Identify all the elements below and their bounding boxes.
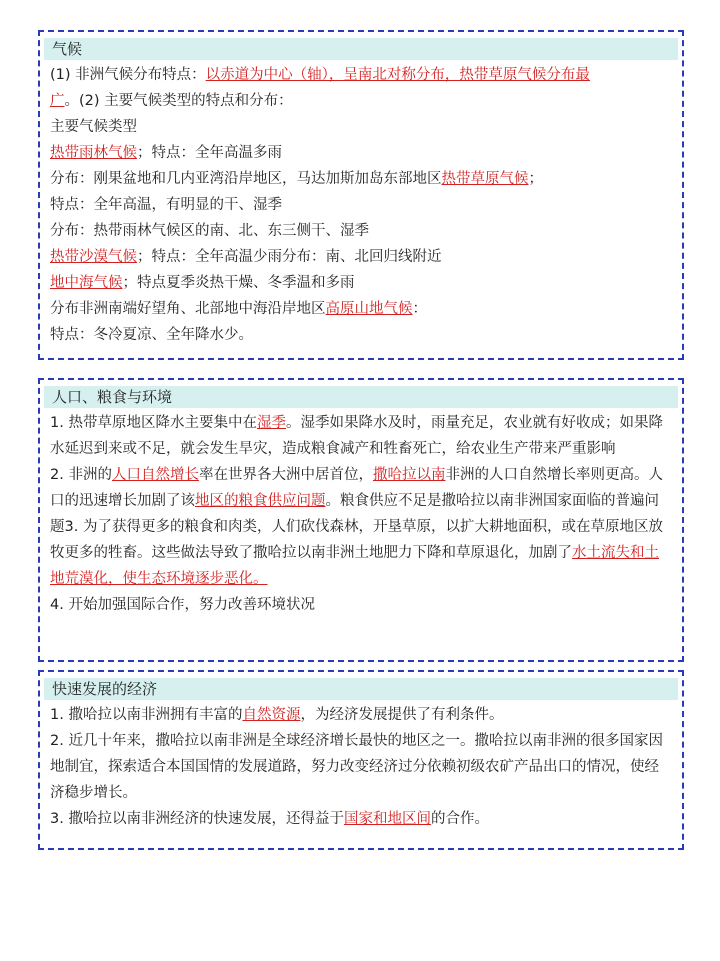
text: (1) 非洲气候分布特点： [50, 67, 206, 83]
text: 。湿季如果降水及时，雨量充足，农业就有好收成；如果降水延迟到来或不足，就会发生旱灾，造成粮食减产和牲畜死亡，给农业生产带来严重影响 [50, 415, 663, 457]
highlight-text: 地中海气候 [50, 275, 123, 291]
climate-section [38, 30, 684, 360]
text: ； [528, 171, 543, 187]
highlight-text: 以赤道为中心（轴），呈南北对称分布，热带草原气候分布最 [205, 67, 590, 83]
economy-paragraph [40, 702, 682, 728]
text: 1. 撒哈拉以南非洲拥有丰富的 [50, 707, 243, 723]
text: ；特点：全年高温多雨 [137, 145, 282, 161]
population-paragraph [40, 410, 682, 462]
text: ，为经济发展提供了有利条件。 [300, 707, 504, 723]
climate-line [40, 270, 682, 296]
text: 率在世界各大洲中居首位， [198, 467, 373, 483]
text: 分布非洲南端好望角、北部地中海沿岸地区 [50, 301, 326, 317]
text: 1. 热带草原地区降水主要集中在 [50, 415, 257, 431]
climate-heading: 气候 [44, 38, 678, 60]
climate-line [40, 140, 682, 166]
climate-line [40, 62, 682, 88]
highlight-text: 人口自然增长 [111, 467, 199, 483]
text: ；特点：全年高温少雨分布：南、北回归线附近 [137, 249, 442, 265]
population-paragraph: 4. 开始加强国际合作，努力改善环境状况 [50, 597, 315, 613]
text: 2. 非洲的 [50, 467, 112, 483]
highlight-text: 广 [50, 93, 65, 109]
highlight-text: 地区的粮食供应问题 [195, 493, 326, 509]
climate-line [40, 88, 682, 114]
economy-heading: 快速发展的经济 [44, 678, 678, 700]
text: 。粮食供应不足是撒哈拉以南非洲国家面临的普遍问题3. 为了获得更多的粮食和肉类，人们砍伐森林，开垦草原，以扩大耕地面积，或在草原地区放牧更多的牲畜。这些做法导致了撒哈拉以南非洲土地肥力下降和草原退化，加剧了 [50, 493, 663, 561]
highlight-text: 水土流失和土地荒漠化，使生态环境逐步恶化。 [50, 545, 659, 587]
climate-line [40, 296, 682, 322]
climate-line: 特点：冬冷夏凉、全年降水少。 [50, 327, 253, 343]
text: 的合作。 [430, 811, 489, 827]
climate-line: 主要气候类型 [50, 119, 137, 135]
text: ： [412, 301, 427, 317]
highlight-text: 自然资源 [242, 707, 301, 723]
text: ；特点夏季炎热干燥、冬季温和多雨 [122, 275, 355, 291]
text: 。(2) 主要气候类型的特点和分布： [64, 93, 293, 109]
highlight-text: 国家和地区间 [343, 811, 431, 827]
population-paragraph [40, 462, 682, 592]
climate-line [40, 166, 682, 192]
climate-line: 特点：全年高温，有明显的干、湿季 [50, 197, 282, 213]
highlight-text: 撒哈拉以南 [372, 467, 446, 483]
climate-line [40, 244, 682, 270]
highlight-text: 高原山地气候 [325, 301, 413, 317]
highlight-text: 热带雨林气候 [50, 145, 137, 161]
highlight-text: 热带沙漠气候 [50, 249, 137, 265]
text: 非洲的人口自然增长率则更高。人口的迅速增长加剧了该 [50, 467, 663, 509]
text: 3. 撒哈拉以南非洲经济的快速发展，还得益于 [50, 811, 344, 827]
highlight-text: 湿季 [256, 415, 286, 431]
economy-section [38, 670, 684, 850]
climate-line: 分布：热带雨林气候区的南、北、东三侧干、湿季 [50, 223, 369, 239]
population-section [38, 378, 684, 662]
economy-paragraph: 2. 近几十年来，撒哈拉以南非洲是全球经济增长最快的地区之一。撒哈拉以南非洲的很多国家因地制宜，探索适合本国国情的发展道路，努力改变经济过分依赖初级农矿产品出口的情况，使经济稳步增长。 [50, 733, 663, 801]
highlight-text: 热带草原气候 [441, 171, 529, 187]
text: 分布：刚果盆地和几内亚湾沿岸地区，马达加斯加岛东部地区 [50, 171, 442, 187]
population-heading: 人口、粮食与环境 [44, 386, 678, 408]
economy-paragraph [40, 806, 682, 832]
